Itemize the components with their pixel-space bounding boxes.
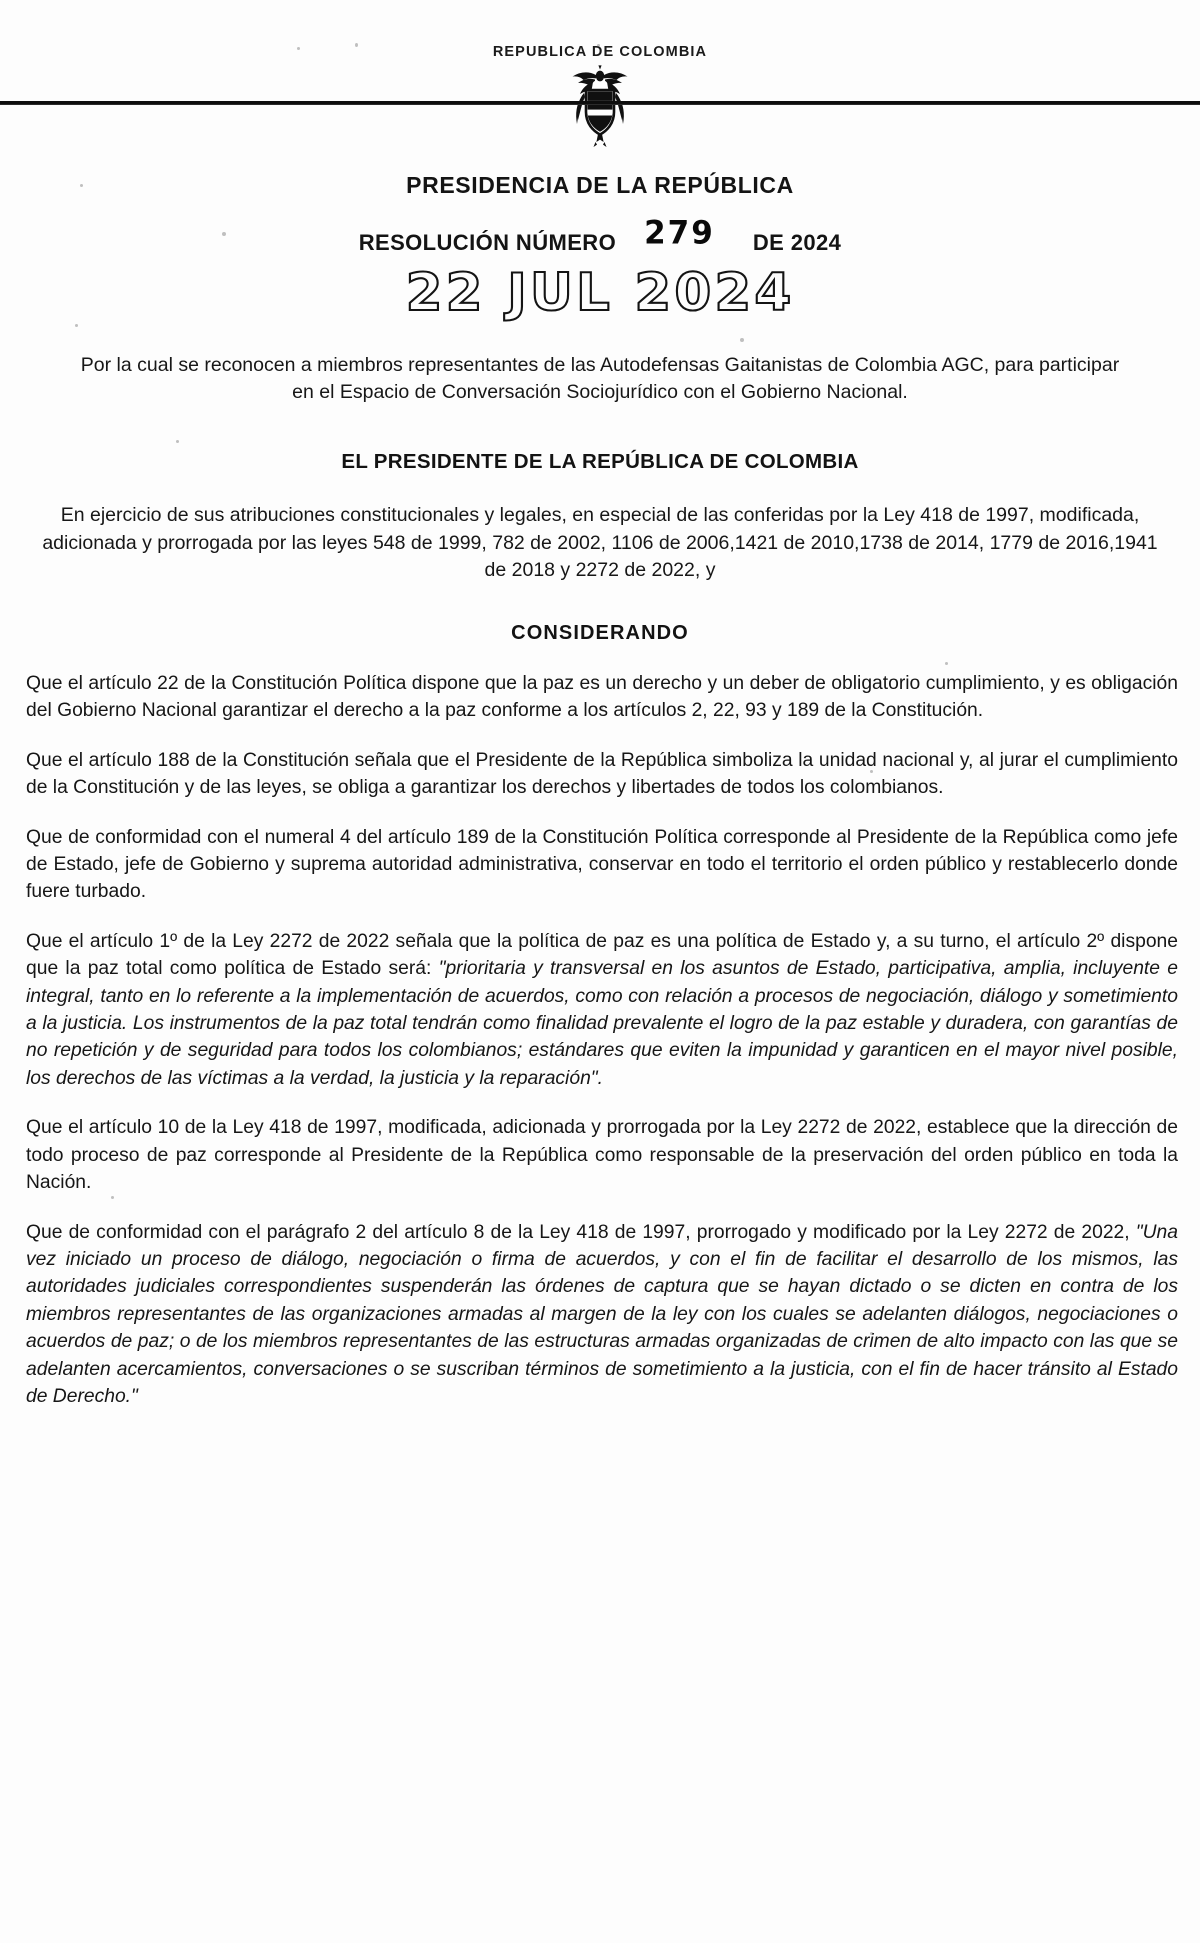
republic-title: REPUBLICA DE COLOMBIA — [492, 44, 708, 60]
resolution-number: 279 — [644, 214, 715, 252]
document-header — [0, 44, 1200, 135]
paragraph-ley-2272-art-1-2 — [26, 928, 1178, 1092]
header-rule — [0, 101, 1200, 105]
coat-of-arms-icon — [565, 63, 635, 149]
scan-speck — [740, 338, 744, 342]
paragraph-art-22: Que el artículo 22 de la Constitución Política dispone que la paz es un derecho y un deber de obligatorio cumplimiento, y es obligación del Gobierno Nacional garantizar el derecho a la paz conforme a los artículos 2, 22, 93 y 189 de la Constitución. — [26, 673, 1178, 722]
scan-speck — [176, 440, 179, 443]
scan-speck — [945, 662, 948, 665]
president-heading: EL PRESIDENTE DE LA REPÚBLICA DE COLOMBIA — [341, 450, 859, 473]
institution-title: PRESIDENCIA DE LA REPÚBLICA — [406, 172, 794, 198]
paragraph-lead-text: Que de conformidad con el parágrafo 2 del artículo 8 de la Ley 418 de 1997, prorrogado y modificado por la Ley 2272 de 2022, — [26, 1221, 1136, 1243]
coat-of-arms-wrap — [0, 63, 1200, 135]
paragraph-lead-text: Que el artículo 1º de la Ley 2272 de 2022 señala que la política de paz es una política de Estado y, a su turno, el artículo 2º dispone que la paz total como política de Estado será: — [26, 930, 1178, 980]
scan-speck — [75, 324, 78, 327]
paragraph-ley-418-art-10: Que el artículo 10 de la Ley 418 de 1997, modificada, adicionada y prorrogada por la Ley 2272 de 2022, establece que la dirección de todo proceso de paz corresponde al Presidente de la República como responsable de la preservación del orden público en toda la Nación. — [26, 1117, 1178, 1194]
resolution-label: RESOLUCIÓN NÚMERO — [358, 230, 617, 255]
resolution-line — [0, 214, 1200, 258]
subject-paragraph: Por la cual se reconocen a miembros representantes de las Autodefensas Gaitanistas de Colombia AGC, para participar en el Espacio de Conversación Sociojurídico con el Gobierno Nacional. — [80, 354, 1120, 403]
legal-basis-paragraph: En ejercicio de sus atribuciones constitucionales y legales, en especial de las conferidas por la Ley 418 de 1997, modificada, adicionada y prorrogada por las leyes 548 de 1999, 782 de 2002, 1106 de 2006,1421 de 2010,1738 de 2014, 1779 de 2016,1941 de 2018 y 2272 de 2022, y — [42, 504, 1158, 581]
paragraph-art-188: Que el artículo 188 de la Constitución señala que el Presidente de la República simboliza la unidad nacional y, al jurar el cumplimiento de la Constitución y de las leyes, se obliga a garantizar los derechos y libertades de todos los colombianos. — [26, 749, 1178, 799]
paragraph-quoted-text: "prioritaria y transversal en los asuntos de Estado, participativa, amplia, incluyente e integral, tanto en lo referente a la implementación de acuerdos, como con relación a procesos de negociación, diálogo y sometimiento a la justicia. Los instrumentos de la paz total tendrán como finalidad prevalente el logro de la paz estable y duradera, con garantías de no repetición y de seguridad para todos los colombianos; estándares que eviten la impunidad y garanticen en el mayor nivel posible, los derechos de las víctimas a la verdad, la justicia y la reparación". — [26, 958, 1178, 1089]
paragraph-quoted-text: "Una vez iniciado un proceso de diálogo, negociación o firma de acuerdos, y con el fin de facilitar el desarrollo de los mismos, las autoridades judiciales correspondientes suspenderán las órdenes de captura que se hayan dictado o se dicten en contra de los miembros representantes de las organizaciones armadas al margen de la ley con los cuales se adelanten diálogos, negociaciones o acuerdos de paz; o de los miembros representantes de las estructuras armadas organizadas de crimen de alto impacto con las que se adelanten acercamientos, conversaciones o se suscriban términos de sometimiento a la justicia, con el fin de hacer tránsito al Estado de Derecho." — [26, 1221, 1178, 1407]
date-stamp: 22 JUL 2024 — [405, 263, 795, 323]
considerando-heading: CONSIDERANDO — [511, 622, 689, 644]
paragraph-art-189-num-4: Que de conformidad con el numeral 4 del artículo 189 de la Constitución Política corresponde al Presidente de la República como jefe de Estado, jefe de Gobierno y suprema autoridad administrativa, conservar en todo el territorio el orden público y restablecerlo donde fuere turbado. — [26, 826, 1178, 903]
considerando-body — [26, 670, 1178, 1432]
resolution-year: DE 2024 — [752, 230, 842, 255]
paragraph-ley-418-art-8-par-2 — [26, 1219, 1178, 1411]
